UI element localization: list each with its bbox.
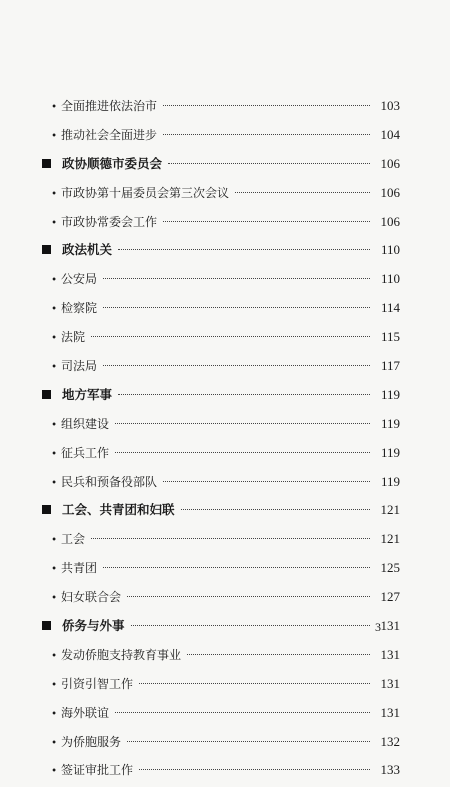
toc-page-number: 132 bbox=[380, 733, 400, 749]
dot-leader bbox=[163, 134, 370, 135]
toc-item bbox=[40, 468, 400, 497]
dot-bullet-icon bbox=[40, 583, 61, 614]
toc-item bbox=[40, 641, 400, 670]
dot-bullet-icon bbox=[40, 670, 61, 701]
dot-bullet-icon bbox=[40, 554, 61, 585]
toc-page-number: 121 bbox=[380, 531, 400, 547]
toc-item bbox=[40, 554, 400, 583]
toc-title: 组织建设 bbox=[61, 416, 110, 431]
toc-page-number: 104 bbox=[380, 126, 400, 142]
toc-title: 司法局 bbox=[61, 359, 98, 374]
dot-bullet-icon bbox=[40, 439, 61, 470]
toc-title: 推动社会全面进步 bbox=[61, 127, 158, 142]
toc-item bbox=[40, 265, 400, 294]
toc-page-number: 119 bbox=[380, 386, 400, 402]
dot-bullet-icon bbox=[40, 352, 61, 383]
toc-item bbox=[40, 410, 400, 439]
toc-page-number: 115 bbox=[380, 329, 400, 345]
toc-title: 发动侨胞支持教育事业 bbox=[61, 647, 182, 662]
toc-title: 全面推进依法治市 bbox=[61, 99, 158, 113]
toc-item bbox=[40, 583, 400, 612]
toc-page-number: 117 bbox=[380, 358, 400, 374]
toc-page-number: 121 bbox=[380, 502, 400, 518]
toc-title: 工会 bbox=[61, 532, 86, 547]
dot-bullet-icon bbox=[40, 410, 61, 441]
toc-page-number: 106 bbox=[380, 155, 400, 171]
toc-page-number: 119 bbox=[380, 415, 400, 431]
dot-leader bbox=[103, 567, 370, 568]
dot-leader bbox=[235, 192, 370, 193]
dot-leader bbox=[118, 394, 370, 395]
toc-page-number: 110 bbox=[380, 271, 400, 287]
toc-page-number: 131 bbox=[380, 675, 400, 691]
toc-item bbox=[40, 728, 400, 757]
toc-item bbox=[40, 756, 400, 785]
toc-item bbox=[40, 439, 400, 468]
dot-leader bbox=[187, 654, 370, 655]
dot-leader bbox=[163, 221, 370, 222]
toc-section bbox=[40, 496, 400, 525]
toc-title: 政法机关 bbox=[62, 242, 113, 258]
toc-title: 海外联谊 bbox=[61, 705, 110, 720]
page-number: 3 bbox=[375, 620, 381, 634]
dot-bullet-icon bbox=[40, 525, 61, 556]
dot-leader bbox=[91, 336, 370, 337]
dot-leader bbox=[115, 712, 370, 713]
dot-leader bbox=[139, 683, 370, 684]
toc-page-number: 114 bbox=[380, 300, 400, 316]
toc-page-number: 103 bbox=[380, 98, 400, 113]
toc-title: 征兵工作 bbox=[61, 445, 110, 460]
dot-bullet-icon bbox=[40, 699, 61, 730]
dot-leader bbox=[115, 423, 370, 424]
toc-page-number: 119 bbox=[380, 444, 400, 460]
toc-title: 共青团 bbox=[61, 561, 98, 576]
toc-item bbox=[40, 352, 400, 381]
dot-leader bbox=[115, 452, 370, 453]
dot-bullet-icon bbox=[40, 323, 61, 354]
toc-page-number: 110 bbox=[380, 242, 400, 258]
toc-title: 公安局 bbox=[61, 272, 98, 287]
dot-bullet-icon bbox=[40, 294, 61, 325]
toc-item bbox=[40, 525, 400, 554]
toc-title: 为侨胞服务 bbox=[61, 734, 122, 749]
toc-page-number: 131 bbox=[380, 646, 400, 662]
toc-page-number: 125 bbox=[380, 560, 400, 576]
toc-page-number: 131 bbox=[380, 704, 400, 720]
toc-item bbox=[40, 294, 400, 323]
dot-bullet-icon bbox=[40, 756, 61, 787]
toc-title: 妇女联合会 bbox=[61, 590, 122, 605]
dot-bullet-icon bbox=[40, 121, 61, 152]
toc-title: 工会、共青团和妇联 bbox=[62, 502, 175, 518]
dot-bullet-icon bbox=[40, 641, 61, 672]
toc-item bbox=[40, 323, 400, 352]
dot-leader bbox=[103, 365, 370, 366]
dot-leader bbox=[118, 249, 370, 250]
dot-leader bbox=[103, 278, 370, 279]
toc-page-number: 127 bbox=[380, 589, 400, 605]
toc-page-number: 106 bbox=[380, 213, 400, 229]
toc-page-number: 119 bbox=[380, 473, 400, 489]
toc-title: 签证审批工作 bbox=[61, 763, 134, 778]
table-of-contents bbox=[40, 92, 400, 785]
dot-bullet-icon bbox=[40, 92, 61, 123]
toc-title: 市政协第十届委员会第三次会议 bbox=[61, 185, 230, 200]
toc-item bbox=[40, 92, 400, 121]
toc-title: 法院 bbox=[61, 330, 86, 345]
dot-leader bbox=[163, 105, 370, 106]
toc-title: 市政协常委会工作 bbox=[61, 214, 158, 229]
dot-bullet-icon bbox=[40, 728, 61, 759]
toc-item bbox=[40, 699, 400, 728]
dot-leader bbox=[139, 769, 370, 770]
toc-item bbox=[40, 670, 400, 699]
dot-leader bbox=[163, 481, 370, 482]
toc-title: 检察院 bbox=[61, 301, 98, 316]
toc-section bbox=[40, 381, 400, 410]
toc-title: 民兵和预备役部队 bbox=[61, 474, 158, 489]
dot-leader bbox=[103, 307, 370, 308]
toc-item bbox=[40, 208, 400, 237]
toc-title: 地方军事 bbox=[62, 386, 113, 402]
dot-bullet-icon bbox=[40, 468, 61, 499]
dot-leader bbox=[91, 538, 370, 539]
toc-item bbox=[40, 179, 400, 208]
dot-bullet-icon bbox=[40, 179, 61, 210]
toc-title: 侨务与外事 bbox=[62, 618, 125, 634]
toc-item bbox=[40, 121, 400, 150]
toc-page-number: 131 bbox=[380, 618, 400, 634]
toc-section bbox=[40, 236, 400, 265]
toc-title: 政协顺德市委员会 bbox=[62, 155, 163, 171]
toc-page-number: 106 bbox=[380, 184, 400, 200]
toc-title: 引资引智工作 bbox=[61, 676, 134, 691]
dot-leader bbox=[127, 741, 370, 742]
dot-bullet-icon bbox=[40, 265, 61, 296]
dot-leader bbox=[131, 625, 370, 626]
dot-leader bbox=[168, 163, 370, 164]
dot-leader bbox=[181, 509, 370, 510]
toc-page-number: 133 bbox=[380, 762, 400, 778]
toc-section bbox=[40, 150, 400, 179]
dot-bullet-icon bbox=[40, 208, 61, 239]
toc-section bbox=[40, 612, 400, 641]
dot-leader bbox=[127, 596, 370, 597]
